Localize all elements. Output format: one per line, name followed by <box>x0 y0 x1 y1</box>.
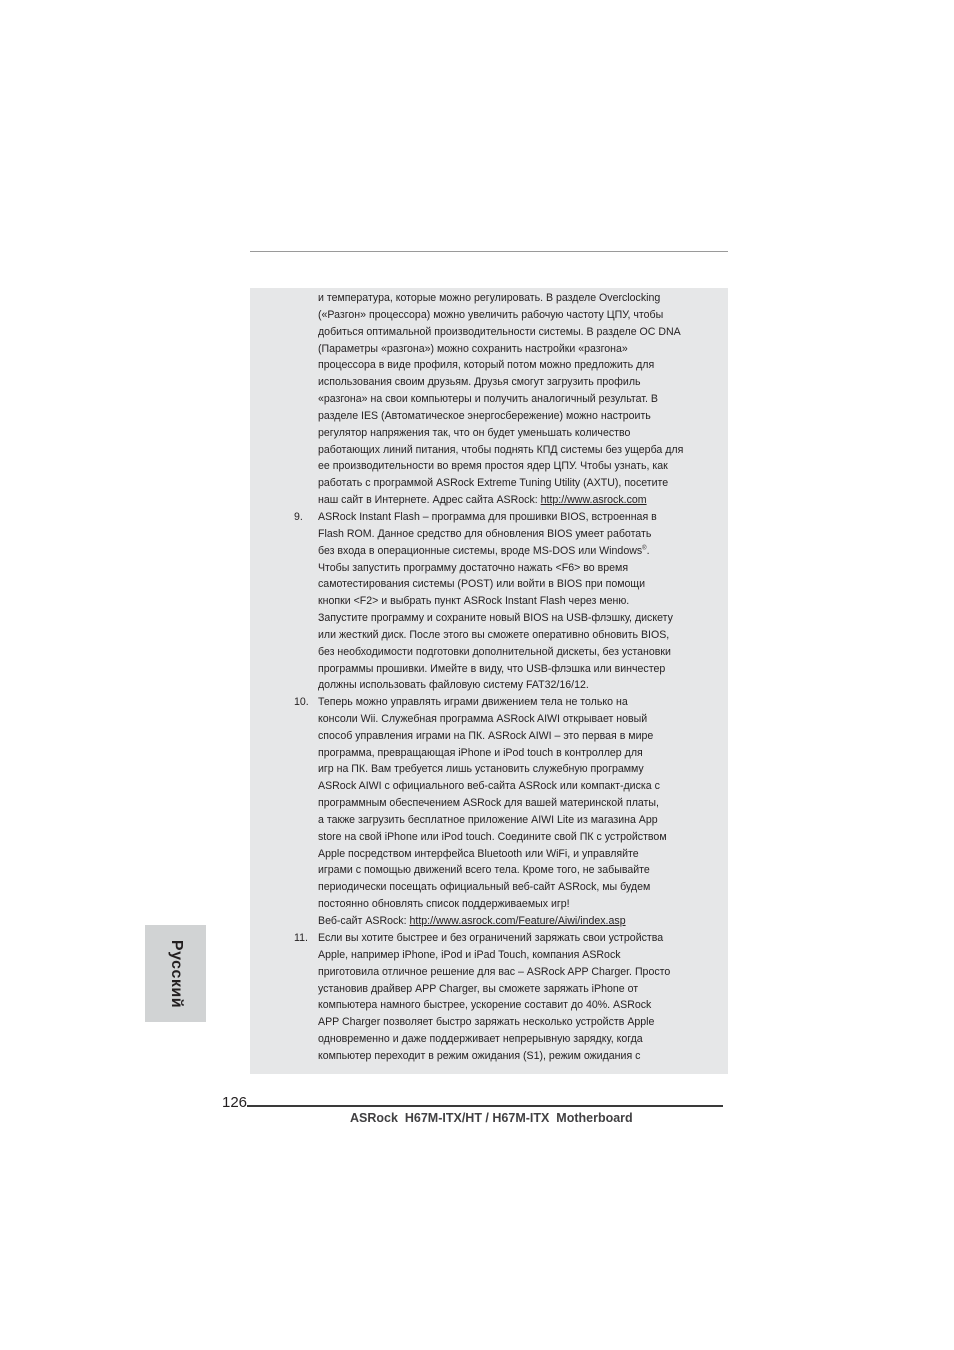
list-item-11 <box>318 930 718 1065</box>
registered-mark: ® <box>642 545 647 552</box>
continuation-paragraph <box>318 290 718 509</box>
footer-divider <box>247 1105 723 1107</box>
text-line: периодически посещать официальный веб-сайт ASRock, мы будем <box>318 881 651 894</box>
text-line: самотестирования системы (POST) или войти в BIOS при помощи <box>318 578 646 591</box>
text-line: компьютер переходит в режим ожидания (S1), режим ожидания с <box>318 1049 641 1062</box>
list-number-10: 10. <box>294 696 309 708</box>
text-line <box>318 543 718 560</box>
text-line: играми с помощью движений всего тела. Кроме того, не забывайте <box>318 864 650 877</box>
text-fragment: наш сайт в Интернете. Адрес сайта ASRock: <box>318 494 541 507</box>
list-item-9 <box>318 509 718 694</box>
text-line: программным обеспечением ASRock для вашей материнской платы, <box>318 797 659 810</box>
text-line: установив драйвер APP Charger, вы сможете заряжать iPhone от <box>318 982 639 995</box>
text-line: или жесткий диск. После этого вы сможете оперативно обновить BIOS, <box>318 628 670 641</box>
text-line: Запустите программу и сохраните новый BIOS на USB-флэшку, дискету <box>318 612 673 625</box>
text-line: регулятор напряжения так, что он будет уменьшать количество <box>318 426 631 439</box>
text-line: ее производительности во время простоя ядер ЦПУ. Чтобы узнать, как <box>318 460 668 473</box>
page-number: 126 <box>222 1094 248 1111</box>
text-line: разделе IES (Автоматическое энергосбережение) можно настроить <box>318 409 651 422</box>
text-line <box>318 492 718 509</box>
text-fragment: . <box>646 544 650 557</box>
asrock-website-link[interactable]: http://www.asrock.com <box>540 494 647 507</box>
text-line: а также загрузить бесплатное приложение AIWI Lite из магазина App <box>318 813 658 826</box>
list-number-11: 11. <box>294 932 308 944</box>
text-line: работать с программой ASRock Extreme Tuning Utility (AXTU), посетите <box>318 477 669 490</box>
text-line: и температура, которые можно регулировать. В разделе Overclocking <box>318 292 661 304</box>
text-line: использования своим друзьям. Друзья смогут загрузить профиль <box>318 376 641 389</box>
text-line: Apple посредством интерфейса Bluetooth или WiFi, и управляйте <box>318 847 639 860</box>
text-line: игр на ПК. Вам требуется лишь установить служебную программу <box>318 763 644 776</box>
text-line: («Разгон» процессора) можно увеличить рабочую частоту ЦПУ, чтобы <box>318 308 664 321</box>
text-line: должны использовать файловую систему FAT32/16/12. <box>318 679 589 692</box>
list-item-10 <box>318 694 718 930</box>
text-line: Flash ROM. Данное средство для обновления BIOS умеет работать <box>318 527 652 540</box>
text-line: компьютера намного быстрее, ускорение составит до 40%. ASRock <box>318 999 652 1012</box>
text-line: приготовила отличное решение для вас – ASRock APP Charger. Просто <box>318 965 671 978</box>
text-line: store на свой iPhone или iPod touch. Соедините свой ПК с устройством <box>318 830 667 843</box>
text-line: Чтобы запустить программу достаточно нажать <F6> во время <box>318 561 629 574</box>
text-line: «разгона» на свои компьютеры и получить аналогичный результат. В <box>318 393 658 406</box>
text-line: APP Charger позволяет быстро заряжать несколько устройств Apple <box>318 1016 655 1029</box>
text-line: работающих линий питания, чтобы поднять КПД системы без ущерба для <box>318 443 684 456</box>
text-line: Apple, например iPhone, iPod и iPad Touch, компания ASRock <box>318 948 621 961</box>
text-line: без необходимости подготовки дополнительной дискеты, без установки <box>318 645 671 658</box>
text-line: способ управления играми на ПК. ASRock AIWI – это первая в мире <box>318 729 654 742</box>
text-line <box>318 913 718 930</box>
text-line: (Параметры «разгона») можно сохранить настройки «разгона» <box>318 342 628 355</box>
text-line: программа, превращающая iPhone и iPod touch в контроллер для <box>318 746 643 759</box>
text-fragment: Веб-сайт ASRock: <box>318 914 410 927</box>
text-line: одновременно и даже поддерживает непрерывную зарядку, когда <box>318 1033 643 1046</box>
top-divider <box>250 251 728 252</box>
text-line: Теперь можно управлять играми движением тела не только на <box>318 696 628 708</box>
footer-title: ASRock H67M-ITX/HT / H67M-ITX Motherboard <box>350 1111 633 1125</box>
text-fragment: без входа в операционные системы, вроде MS-DOS или Windows <box>318 544 643 557</box>
text-line: добиться оптимальной производительности системы. В разделе OC DNA <box>318 325 681 338</box>
text-line: ASRock AIWI с официального веб-сайта ASRock или компакт-диска с <box>318 780 660 793</box>
text-line: консоли Wii. Служебная программа ASRock AIWI открывает новый <box>318 712 648 725</box>
text-line: процессора в виде профиля, который потом можно предложить для <box>318 359 655 372</box>
text-line: кнопки <F2> и выбрать пункт ASRock Instant Flash через меню. <box>318 595 630 608</box>
language-side-tab <box>145 925 206 1022</box>
language-label: Русский <box>167 939 185 1008</box>
text-line: Если вы хотите быстрее и без ограничений заряжать свои устройства <box>318 932 664 944</box>
list-number-9: 9. <box>294 511 303 523</box>
text-line: программы прошивки. Имейте в виду, что USB-флэшка или винчестер <box>318 662 666 675</box>
text-line: постоянно обновлять список поддерживаемых игр! <box>318 898 570 911</box>
aiwi-website-link[interactable]: http://www.asrock.com/Feature/Aiwi/index.asp <box>409 914 626 927</box>
text-line: ASRock Instant Flash – программа для прошивки BIOS, встроенная в <box>318 511 657 523</box>
